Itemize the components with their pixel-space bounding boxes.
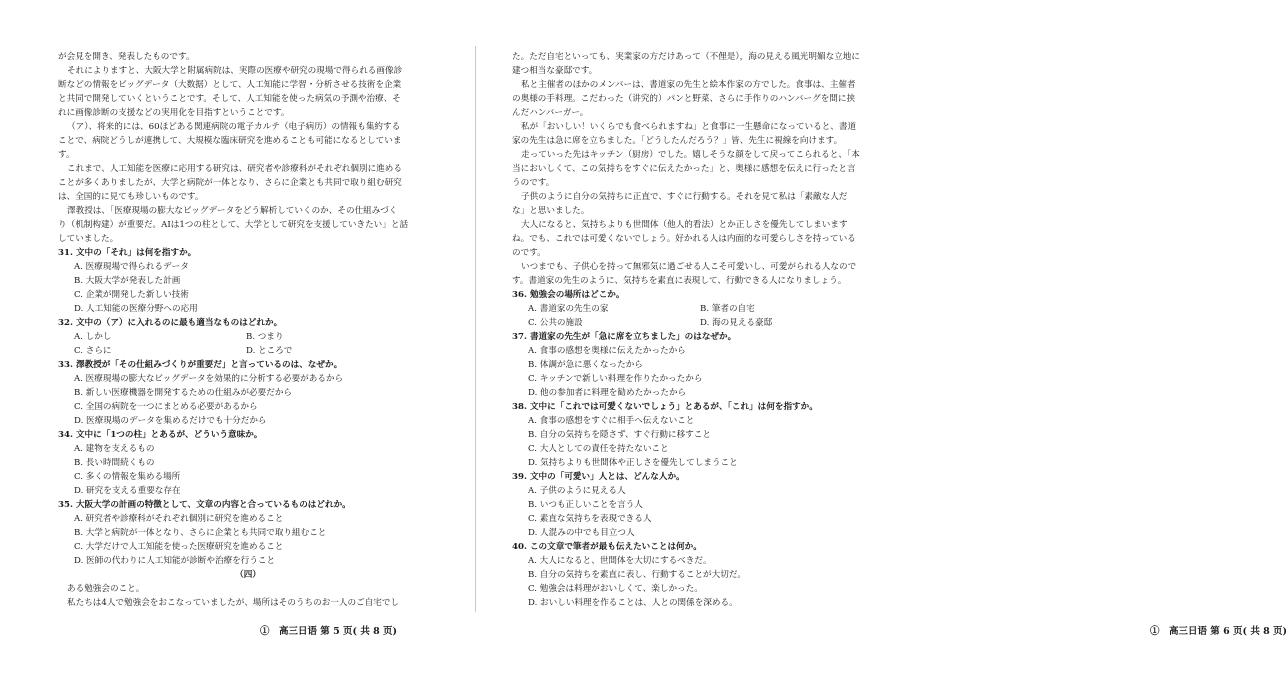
text-line: 私が「おいしい！いくらでも食べられますね」と食事に一生懸命になっていると、書道	[521, 122, 857, 132]
question-text: 31. 文中の「それ」は何を指すか。	[58, 248, 197, 258]
text-line: り（机制构建）が重要だ。AIは1つの柱として、大学として研究を支援していきたい」と話	[58, 220, 409, 230]
text-line: んだハンバーガー。	[512, 108, 589, 118]
text-line: のです。	[512, 248, 546, 258]
option-text: B. いつも正しいことを言う人	[528, 500, 643, 510]
text-line: と共同で開発していくということです。そして、人工知能を使った病気の予測や治療、そ	[58, 94, 401, 104]
text-line: れに画像診断の支援などの実用化を目指すということです。	[58, 108, 290, 118]
option-text: D. 人混みの中でも目立つ人	[528, 528, 635, 538]
text-line: は、全国的に見ても珍しいものです。	[58, 192, 204, 202]
text-line: 断などの情報をビッグデータ（大数据）として、人工知能に学習・分析させる技術を企業	[58, 80, 402, 90]
text-line: 家の先生は急に席を立ちました。「どうしたんだろう？」皆、先生に視線を向けます。	[512, 136, 843, 146]
text-line: 走っていった先はキッチン（厨房）でした。嬉しそうな顔をして戻ってこられると、「本	[521, 150, 860, 160]
option-text: A. 書道家の先生の家	[528, 304, 609, 314]
left-page-text	[58, 50, 438, 610]
option-text: B. 自分の気持ちを隠さず、すぐ行動に移すこと	[528, 430, 711, 440]
text-line: ことで、病院どうしが連携して、大規模な臨床研究を進めることも可能になるとしていま	[58, 136, 402, 146]
text-line: の奥様の手料理。こだわった（讲究的）パンと野菜、さらに手作りのハンバーグを間に挟	[512, 94, 856, 104]
text-line: た。ただ自宅といっても、実業家の方だけあって（不俚是），海の見える風光明媚な立地に	[512, 52, 860, 62]
option-text: A. しかし	[74, 332, 112, 342]
text-line: す。書道家の先生のように、気持ちを素直に表現して、行動できる人になりましょう。	[512, 276, 847, 286]
option-text: C. 公共の施設	[528, 318, 583, 328]
option-row	[58, 330, 438, 344]
text-line: 子供のように自分の気持ちに正直で、すぐに行動する。それを見て私は「素敵な人だ	[521, 192, 848, 202]
question-text: 32. 文中の（ア）に入れるのに最も適当なものはどれか。	[58, 318, 283, 328]
option-text: D. 人工知能の医療分野への応用	[74, 304, 198, 314]
text-line: うのです。	[512, 178, 555, 188]
text-line: 建つ相当な豪邸です。	[512, 66, 598, 76]
option-text: D. 医師の代わりに人工知能が診断や治療を行うこと	[74, 556, 276, 566]
question-text: 34. 文中に「1つの柱」とあるが、どういう意味か。	[58, 430, 263, 440]
option-text: C. 全国の病院を一つにまとめる必要があるから	[74, 402, 258, 412]
option-text: B. 筆者の自宅	[700, 304, 755, 314]
option-text: C. さらに	[74, 346, 112, 356]
text-line: これまで、人工知能を医療に応用する研究は、研究者や診療科がそれぞれ個別に進める	[67, 164, 402, 174]
option-text: D. 医療現場のデータを集めるだけでも十分だから	[74, 416, 267, 426]
text-line: それによりますと、大阪大学と附属病院は、実際の医療や研究の現場で得られる画像診	[67, 66, 403, 76]
option-text: B. 新しい医療機器を開発するための仕組みが必要だから	[74, 388, 293, 398]
option-text: B. 体調が急に悪くなったから	[528, 360, 643, 370]
option-text: A. 食事の感想を奥様に伝えたかったから	[528, 346, 686, 356]
text-line: ある勉強会のこと。	[67, 584, 145, 594]
right-page	[512, 0, 1287, 673]
question-text: 33. 澤教授が「その仕組みづくりが重要だ」と言っているのは、なぜか。	[58, 360, 343, 370]
text-line: 私と主催者のほかのメンバーは、書道家の先生と絵本作家の方でした。食事は、主催者	[521, 80, 856, 90]
option-text: B. 長い時間続くもの	[74, 458, 155, 468]
page-divider	[475, 46, 476, 612]
option-text: B. 大阪大学が発表した計画	[74, 276, 181, 286]
option-text: A. 医療現場の膨大なビッグデータを効果的に分析する必要があるから	[74, 374, 344, 384]
option-text: C. 多くの情報を集める場所	[74, 472, 181, 482]
text-line: 澤教授は、「医療現場の膨大なビッグデータをどう解析していくのか、その仕組みづく	[67, 206, 398, 216]
option-row	[512, 316, 897, 330]
question-text: 37. 書道家の先生が「急に席を立ちました」のはなぜか。	[512, 332, 737, 342]
text-line: が会見を開き、発表したものです。	[58, 52, 195, 62]
option-row	[58, 344, 438, 358]
section-heading: （四）	[235, 570, 261, 580]
option-text: D. おいしい料理を作ることは、人との関係を深める。	[528, 598, 738, 608]
option-text: C. 企業が開発した新しい技術	[74, 290, 189, 300]
text-line: していました。	[58, 234, 119, 244]
page-footer-left: ① 高三日语 第 5 页( 共 8 页)	[260, 626, 398, 637]
text-line: す。	[58, 150, 75, 160]
option-text: A. 大人になると、世間体を大切にするべきだ。	[528, 556, 712, 566]
text-line: な」と思いました。	[512, 206, 590, 216]
text-line: （ア）、将来的には、60ほどある関連病院の電子カルテ（电子病历）の情報も集約する	[67, 122, 401, 132]
question-text: 39. 文中の「可愛い」人とは、どんな人か。	[512, 472, 685, 482]
page-footer-right: ① 高三日语 第 6 页( 共 8 页)	[1150, 626, 1287, 637]
option-text: A. 建物を支えるもの	[74, 444, 155, 454]
option-text: B. 自分の気持ちを素直に表し、行動することが大切だ。	[528, 570, 747, 580]
option-text: B. 大学と病院が一体となり、さらに企業とも共同で取り組むこと	[74, 528, 327, 538]
option-text: C. キッチンで新しい料理を作りたかったから	[528, 374, 703, 384]
option-text: D. 海の見える豪邸	[700, 318, 773, 328]
question-text: 35. 大阪大学の計画の特徴として、文章の内容と合っているものはどれか。	[58, 500, 351, 510]
option-text: C. 大人としての責任を持たないこと	[528, 444, 669, 454]
option-text: C. 勉強会は料理がおいしくて、楽しかった。	[528, 584, 703, 594]
option-text: A. 子供のように見える人	[528, 486, 626, 496]
text-line: いつまでも、子供心を持って無邪気に過ごせる人こそ可愛いし、可愛がられる人なので	[521, 262, 857, 272]
option-text: A. 医療現場で得られるデータ	[74, 262, 189, 272]
text-line: 大人になると、気持ちよりも世間体（他人的看法）とか正しさを優先してしまいます	[521, 220, 848, 230]
option-text: A. 食事の感想をすぐに相手へ伝えないこと	[528, 416, 695, 426]
text-line: 当においしくて、この気持ちをすぐに伝えたかった」と、奥様に感想を伝えに行ったと言	[512, 164, 856, 174]
option-text: D. ところで	[246, 346, 293, 356]
text-line: 私たちは4人で勉強会をおこなっていましたが、場所はそのうちのお一人のご自宅でし	[67, 598, 400, 608]
left-page	[58, 0, 438, 673]
text-line: ことが多くありましたが、大学と病院が一体となり、さらに企業とも共同で取り組む研究	[58, 178, 402, 188]
option-text: A. 研究者や診療科がそれぞれ個別に研究を進めること	[74, 514, 284, 524]
question-text: 40. この文章で筆者が最も伝えたいことは何か。	[512, 542, 702, 552]
option-text: D. 気持ちよりも世間体や正しさを優先してしまうこと	[528, 458, 738, 468]
text-line: ね。でも、これでは可愛くないでしょう。好かれる人は内面的な可愛らしさを持っている	[512, 234, 856, 244]
question-text: 36. 勉強会の場所はどこか。	[512, 290, 625, 300]
option-text: D. 研究を支える重要な存在	[74, 486, 181, 496]
option-text: D. 他の参加者に料理を勧めたかったから	[528, 388, 687, 398]
option-text: B. つまり	[246, 332, 284, 342]
right-page-text	[512, 50, 897, 610]
question-text: 38. 文中に「これでは可愛くないでしょう」とあるが、「これ」は何を指すか。	[512, 402, 818, 412]
option-row	[512, 302, 897, 316]
option-text: C. 素直な気持ちを表現できる人	[528, 514, 652, 524]
option-text: C. 大学だけで人工知能を使った医療研究を進めること	[74, 542, 284, 552]
